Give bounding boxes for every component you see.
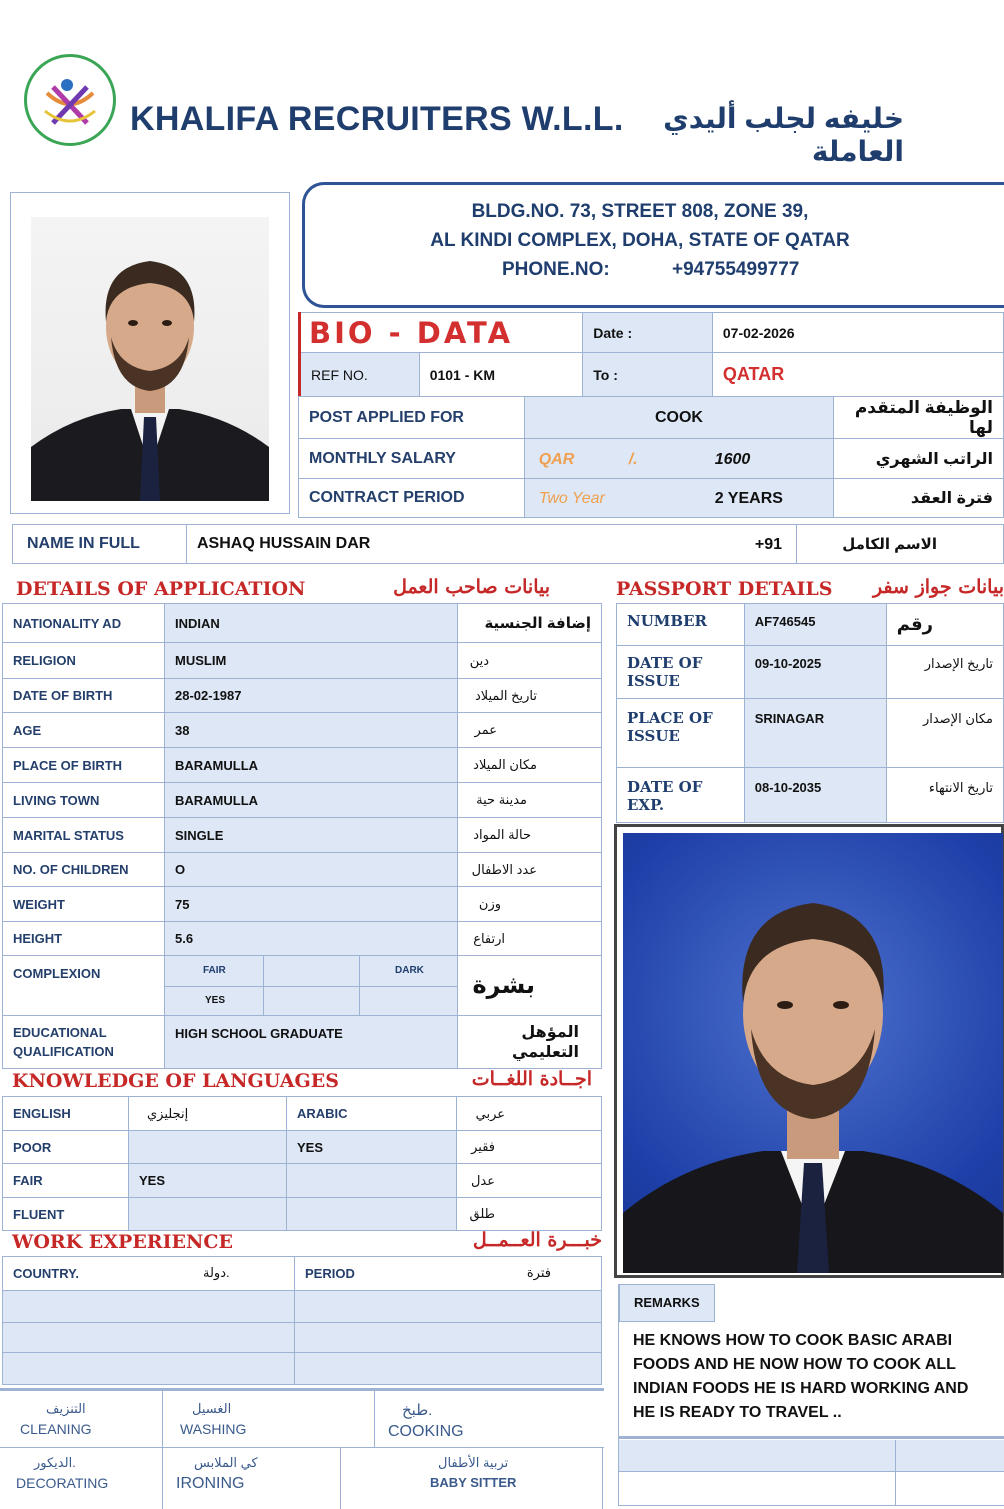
ref-value: 0101 - KM — [429, 366, 496, 383]
name-label: NAME IN FULL — [27, 535, 140, 552]
passport-number-label: NUMBER — [627, 612, 707, 630]
skill-washing-ar: الغسيل — [192, 1401, 232, 1416]
remarks-line-3: INDIAN FOODS HE IS HARD WORKING AND — [633, 1380, 969, 1397]
english-ar: إنجليزي — [147, 1105, 189, 1121]
table-row — [3, 1198, 602, 1231]
marital-ar: حالة المواد — [473, 827, 531, 842]
remarks-label: REMARKS — [619, 1284, 715, 1322]
passport-number-value: AF746545 — [754, 614, 816, 629]
height-value: 5.6 — [175, 931, 194, 946]
country-ar: دولة. — [203, 1265, 230, 1280]
company-name-ar: خليفه لجلب أليدي العاملة — [663, 103, 904, 167]
table-row — [3, 1353, 602, 1385]
table-row — [617, 699, 1004, 768]
bio-header-table — [298, 312, 1004, 397]
remarks-footer-row — [619, 1472, 1004, 1506]
table-row — [3, 748, 602, 783]
complexion-fair: FAIR — [203, 965, 226, 976]
table-row — [3, 1131, 602, 1164]
table-row — [3, 1291, 602, 1323]
issue-place-label-2: ISSUE — [627, 727, 680, 745]
issue-place-value: SRINAGAR — [754, 711, 825, 726]
contract-hint: Two Year — [538, 490, 605, 507]
pob-label: PLACE OF BIRTH — [13, 757, 123, 773]
skill-decorating-ar: الديكور. — [34, 1455, 76, 1470]
exp-date-value: 08-10-2035 — [754, 780, 822, 795]
education-label-2: QUALIFICATION — [13, 1044, 114, 1059]
work-title-ar: خبـــرة العــمــل — [472, 1229, 602, 1251]
poor-ar: فقير — [471, 1139, 495, 1154]
level-poor: POOR — [13, 1139, 52, 1155]
contract-value: 2 YEARS — [714, 490, 783, 507]
table-row — [617, 646, 1004, 699]
date-value: 07-02-2026 — [722, 324, 795, 341]
table-row — [3, 818, 602, 853]
exp-date-label-2: EXP. — [627, 796, 665, 814]
passport-number-ar: رقم — [896, 614, 933, 634]
living-town-ar: مدينة حية — [476, 792, 527, 807]
skill-ironing-ar: كي الملابس — [194, 1455, 258, 1470]
dob-ar: تاريخ الميلاد — [474, 687, 537, 703]
marital-value: SINGLE — [175, 827, 224, 843]
height-label: HEIGHT — [13, 931, 63, 946]
complexion-dark: DARK — [395, 965, 424, 976]
table-row — [3, 853, 602, 887]
portrait-icon — [623, 833, 1003, 1273]
passport-photo-frame — [614, 824, 1004, 1278]
country-label: COUNTRY. — [13, 1266, 79, 1281]
complexion-ar: بشرة — [472, 972, 535, 999]
table-row — [3, 679, 602, 713]
issue-date-label-2: ISSUE — [627, 672, 680, 690]
passport-table — [616, 603, 1004, 823]
table-row — [3, 643, 602, 679]
skill-washing: WASHING — [180, 1421, 247, 1437]
skills-grid — [0, 1388, 604, 1506]
issue-place-label-1: PLACE OF — [627, 709, 713, 727]
table-row — [3, 1164, 602, 1198]
name-code: +91 — [754, 536, 782, 553]
contract-label: CONTRACT PERIOD — [309, 489, 465, 506]
salary-currency: QAR — [538, 451, 575, 468]
portrait-icon — [31, 217, 269, 501]
arabic-poor: YES — [297, 1139, 324, 1155]
nationality-value: INDIAN — [175, 615, 220, 631]
arabic-ar: عربي — [475, 1105, 505, 1121]
table-row — [3, 1097, 602, 1131]
fair-ar: عدل — [470, 1172, 495, 1188]
education-label-1: EDUCATIONAL — [13, 1025, 107, 1040]
skill-cleaning-ar: التنزيف — [46, 1401, 86, 1416]
dob-label: DATE OF BIRTH — [13, 688, 113, 703]
skill-cleaning: CLEANING — [20, 1421, 92, 1437]
children-value: O — [175, 862, 186, 877]
weight-label: WEIGHT — [13, 896, 65, 912]
education-ar: المؤهل التعليمي — [511, 1024, 579, 1061]
salary-ar: الراتب الشهري — [875, 450, 993, 468]
table-row — [617, 768, 1004, 823]
application-title: DETAILS OF APPLICATION — [16, 578, 306, 600]
address-line-2: AL KINDI COMPLEX, DOHA, STATE OF QATAR — [430, 230, 850, 251]
address-line-1: BLDG.NO. 73, STREET 808, ZONE 39, — [471, 201, 809, 222]
period-ar: فترة — [526, 1265, 551, 1280]
to-label: To : — [593, 366, 618, 383]
work-table — [2, 1256, 602, 1385]
phone-value: +94755499777 — [672, 259, 800, 280]
languages-table — [2, 1096, 602, 1231]
passport-photo — [623, 833, 1003, 1273]
pob-ar: مكان الميلاد — [473, 757, 537, 772]
skill-decorating: DECORATING — [16, 1475, 109, 1491]
religion-label: RELIGION — [13, 653, 76, 668]
table-row — [3, 783, 602, 818]
age-value: 38 — [175, 722, 190, 738]
remarks-line-2: FOODS AND HE NOW HOW TO COOK ALL — [633, 1356, 956, 1373]
dob-value: 28-02-1987 — [175, 688, 242, 703]
skill-babysitter-ar: تربية الأطفال — [438, 1455, 509, 1470]
salary-sep: /. — [628, 451, 638, 468]
remarks-line-1: HE KNOWS HOW TO COOK BASIC ARABI — [633, 1332, 953, 1349]
issue-date-value: 09-10-2025 — [754, 656, 822, 671]
age-ar: عمر — [474, 722, 497, 737]
skill-ironing: IRONING — [176, 1475, 245, 1492]
remarks-divider — [619, 1436, 1004, 1439]
level-fluent: FLUENT — [13, 1206, 65, 1222]
table-row — [617, 604, 1004, 646]
nationality-label: NATIONALITY AD — [13, 615, 122, 631]
languages-title-ar: اجــادة اللغــات — [471, 1068, 592, 1090]
height-ar: ارتفاع — [473, 930, 505, 946]
bio-data-title: BIO - DATA — [309, 315, 514, 350]
date-label: Date : — [593, 324, 633, 341]
age-label: AGE — [13, 722, 42, 738]
name-value: ASHAQ HUSSAIN DAR — [197, 535, 371, 552]
children-label: NO. OF CHILDREN — [13, 862, 129, 877]
ref-label: REF NO. — [311, 366, 368, 383]
living-town-label: LIVING TOWN — [13, 792, 100, 808]
complexion-label: COMPLEXION — [13, 966, 101, 981]
name-table — [12, 524, 1004, 564]
remarks-line-4: HE IS READY TO TRAVEL .. — [633, 1404, 842, 1421]
application-table — [2, 603, 602, 1069]
complexion-yes: YES — [205, 995, 226, 1006]
table-row — [3, 956, 602, 1016]
table-row — [3, 713, 602, 748]
name-ar: الاسم الكامل — [842, 536, 937, 553]
applicant-photo-frame — [10, 192, 290, 514]
skill-cooking-ar: طبخ. — [402, 1402, 433, 1419]
table-row — [3, 1323, 602, 1353]
table-row — [3, 1257, 602, 1291]
period-label: PERIOD — [305, 1266, 355, 1281]
to-value: QATAR — [722, 364, 785, 384]
exp-date-label-1: DATE OF — [627, 778, 703, 796]
skill-cooking: COOKING — [388, 1423, 464, 1440]
contract-ar: فترة العقد — [910, 490, 993, 507]
applicant-photo — [31, 217, 269, 501]
remarks-box — [618, 1284, 1004, 1506]
post-label: POST APPLIED FOR — [309, 408, 464, 426]
issue-place-ar: مكان الإصدار — [922, 711, 993, 726]
salary-label: MONTHLY SALARY — [309, 449, 456, 467]
english-label: ENGLISH — [13, 1106, 71, 1121]
work-title: WORK EXPERIENCE — [12, 1231, 233, 1253]
languages-title: KNOWLEDGE OF LANGUAGES — [12, 1070, 339, 1092]
education-value: HIGH SCHOOL GRADUATE — [175, 1026, 343, 1041]
passport-title-ar: بيانات جواز سفر — [872, 576, 1004, 598]
table-row — [3, 1016, 602, 1069]
weight-value: 75 — [175, 896, 190, 912]
nationality-ar: إضافة الجنسية — [484, 615, 591, 632]
company-logo — [24, 54, 116, 146]
living-town-value: BARAMULLA — [175, 792, 259, 808]
company-name-en: KHALIFA RECRUITERS W.L.L. — [130, 100, 624, 138]
marital-label: MARITAL STATUS — [13, 827, 124, 843]
passport-title: PASSPORT DETAILS — [616, 578, 833, 600]
religion-ar: دين — [469, 652, 489, 668]
post-ar: الوظيفة المتقدم لها — [854, 397, 993, 437]
pob-value: BARAMULLA — [175, 757, 259, 773]
post-details-table — [298, 396, 1004, 518]
issue-date-ar: تاريخ الإصدار — [924, 656, 993, 671]
weight-ar: وزن — [478, 896, 501, 911]
children-ar: عدد الاطفال — [471, 861, 537, 877]
table-row — [3, 887, 602, 922]
fluent-ar: طلق — [469, 1206, 495, 1221]
post-value: COOK — [654, 408, 703, 426]
application-title-ar: بيانات صاحب العمل — [393, 576, 550, 598]
logo-figure-icon — [27, 57, 113, 143]
table-row — [3, 922, 602, 956]
issue-date-label-1: DATE OF — [627, 654, 703, 672]
skill-babysitter: BABY SITTER — [430, 1475, 517, 1490]
exp-date-ar: تاريخ الانتهاء — [928, 780, 993, 795]
table-row — [3, 604, 602, 643]
remarks-footer-row — [619, 1440, 1004, 1472]
level-fair: FAIR — [13, 1173, 43, 1188]
arabic-label: ARABIC — [297, 1106, 348, 1121]
english-fair: YES — [139, 1173, 166, 1188]
salary-value: 1600 — [714, 451, 751, 468]
phone-label: PHONE.NO: — [502, 259, 610, 280]
religion-value: MUSLIM — [175, 653, 227, 668]
